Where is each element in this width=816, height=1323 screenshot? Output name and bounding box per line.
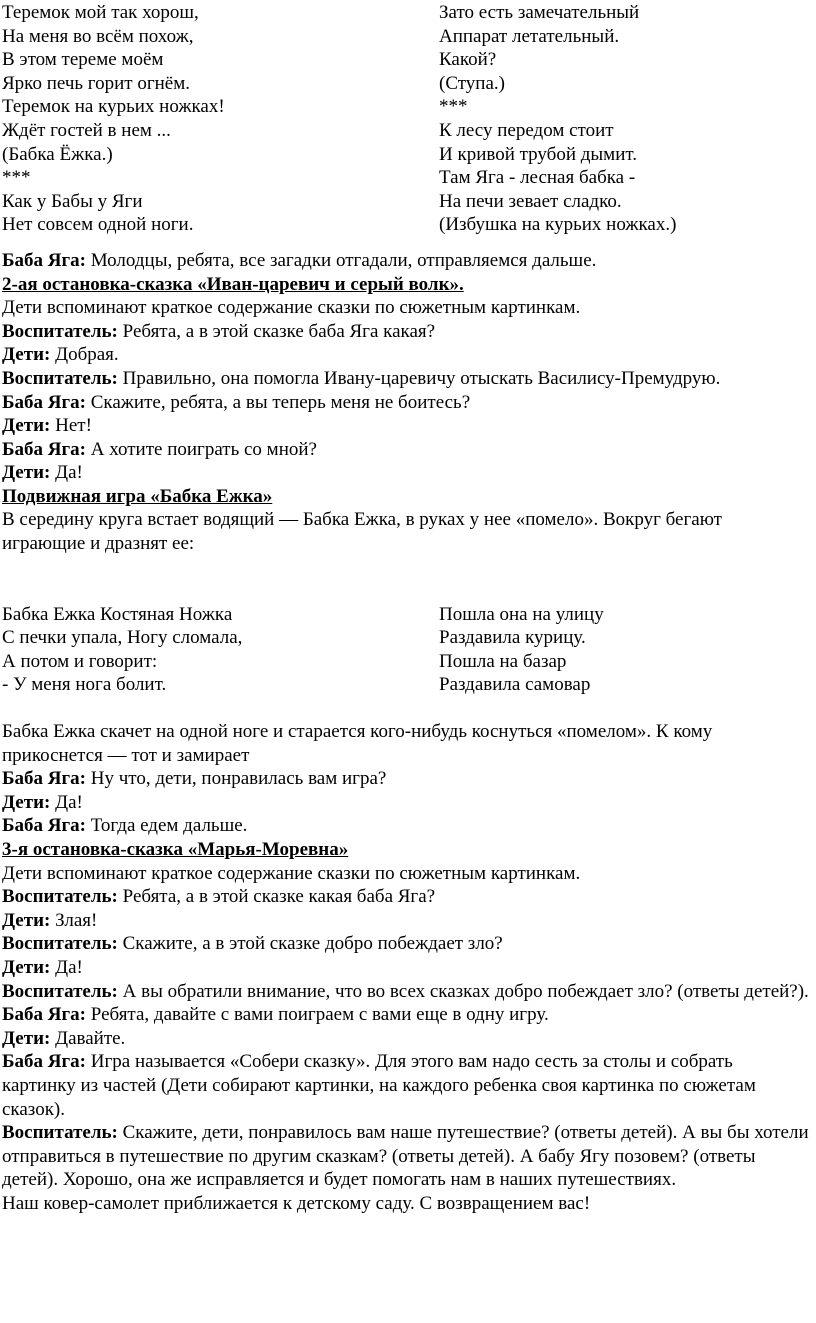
dialogue-text: Злая! [50,909,98,931]
dialogue-line [2,296,810,320]
dialogue-line [2,367,810,391]
section-heading: 2-ая остановка-сказка «Иван-царевич и серый волк». [2,273,464,295]
poem-line: Зато есть замечательный [439,2,640,23]
dialogue-text: Тогда едем дальше. [86,815,248,837]
dialogue-line [2,814,810,838]
dialogue-line [2,391,810,415]
dialogue-line [2,438,810,462]
dialogue-text: Да! [50,791,83,813]
dialogue-text: Скажите, дети, понравилось вам наше путешествие? (ответы детей). А вы бы хотели отправиться в путешествие по другим сказкам? (ответы детей). А бабу Ягу позовем? (ответы детей). Хорошо, она же исправляется и будет помогать нам в наших путешествиях. [2,1122,809,1191]
riddle-poem-right-column [439,1,802,237]
poem-line: Там Яга - лесная бабка - [439,167,636,189]
poem-line: На печи зевает сладко. [439,190,622,212]
dialogue-text: Бабка Ежка скачет на одной ноге и старается кого-нибудь коснуться «помелом». К кому прикоснется — тот и замирает [2,721,713,766]
poem-line: (Ступа.) [439,72,505,94]
poem-line: Пошла на базар [439,650,567,672]
dialogue-text: Ну что, дети, понравилась вам игра? [86,768,387,790]
section-heading: 3-я остановка-сказка «Марья-Моревна» [2,839,349,860]
game-chant-right-column [439,603,802,697]
speaker-label: Воспитатель: [2,933,118,955]
dialogue-line [2,320,810,344]
dialogue-line [2,909,810,933]
dialogue-text: В середину круга встает водящий — Бабка Ежка, в руках у нее «помело». Вокруг бегают играющие и дразнят ее: [2,509,722,555]
speaker-label: Дети: [2,956,51,978]
dialogue-line [2,249,810,273]
speaker-label: Дети: [2,415,51,437]
speaker-label: Баба Яга: [2,438,86,460]
dialogue-text: Правильно, она помогла Ивану-царевичу отыскать Василису-Премудрую. [117,367,721,389]
dialogue-line [2,1003,810,1027]
dialogue-text: Дети вспоминают краткое содержание сказки по сюжетным картинкам. [2,297,581,319]
poem-line: Аппарат летательный. [439,25,620,47]
dialogue-line [2,508,810,555]
poem-line: Раздавила самовар [439,674,591,696]
dialogue-line [2,791,810,815]
dialogue-section-1 [2,249,816,556]
dialogue-text: Ребята, давайте с вами поиграем с вами еще в одну игру. [86,1004,549,1026]
dialogue-text: Скажите, ребята, а вы теперь меня не боитесь? [86,391,471,413]
dialogue-line [2,980,810,1004]
speaker-label: Дети: [2,791,51,813]
speaker-label: Дети: [2,344,51,366]
dialogue-line [2,767,810,791]
dialogue-line [2,343,810,367]
poem-line: И кривой трубой дымит. [439,143,637,165]
dialogue-text: Ребята, а в этой сказке какая баба Яга? [117,886,436,908]
dialogue-text: Да! [50,956,83,978]
dialogue-line [2,461,810,485]
dialogue-text: Да! [50,462,83,484]
poem-line: Какой? [439,49,497,71]
poem-line: *** [2,167,31,189]
poem-line: Нет совсем одной ноги. [2,214,194,236]
dialogue-text: Давайте. [50,1027,126,1049]
speaker-label: Дети: [2,909,51,931]
speaker-label: Воспитатель: [2,980,118,1002]
poem-line: В этом тереме моём [2,49,164,71]
poem-line: Теремок мой так хорош, [2,2,199,23]
poem-line: Ждёт гостей в нем ... [2,119,171,141]
speaker-label: Дети: [2,1027,51,1049]
dialogue-line [2,1121,810,1192]
dialogue-line [2,862,810,886]
dialogue-text: Молодцы, ребята, все загадки отгадали, отправляемся дальше. [86,249,597,271]
speaker-label: Воспитатель: [2,1122,118,1144]
riddle-poem-left-column [2,1,439,237]
poem-line: (Избушка на курьих ножках.) [439,214,677,236]
speaker-label: Баба Яга: [2,1004,86,1026]
poem-line: А потом и говорит: [2,650,158,672]
dialogue-text: Наш ковер-самолет приближается к детскому саду. С возвращением вас! [2,1192,591,1214]
dialogue-line [2,1027,810,1051]
game-chant-block [2,603,802,697]
speaker-label: Баба Яга: [2,391,86,413]
dialogue-text: Скажите, а в этой сказке добро побеждает зло? [117,933,503,955]
poem-line: К лесу передом стоит [439,119,614,141]
dialogue-line [2,1192,810,1216]
dialogue-line [2,956,810,980]
dialogue-text: Ребята, а в этой сказке баба Яга какая? [117,320,436,342]
section-heading: Подвижная игра «Бабка Ежка» [2,485,273,507]
poem-line: На меня во всём похож, [2,25,194,47]
speaker-label: Баба Яга: [2,768,86,790]
dialogue-text: Игра называется «Собери сказку». Для этого вам надо сесть за столы и собрать картинку из частей (Дети собирают картинки, на каждого ребенка своя картинка по сюжетам сказок). [2,1051,756,1120]
poem-line: Бабка Ежка Костяная Ножка [2,603,233,625]
poem-line: Ярко печь горит огнём. [2,72,190,94]
poem-line: - У меня нога болит. [2,674,167,696]
dialogue-line [2,885,810,909]
speaker-label: Баба Яга: [2,815,86,837]
poem-line: (Бабка Ёжка.) [2,143,113,165]
poem-line: Как у Бабы у Яги [2,190,143,212]
speaker-label: Дети: [2,462,51,484]
dialogue-line [2,932,810,956]
speaker-label: Баба Яга: [2,249,86,271]
speaker-label: Воспитатель: [2,886,118,908]
poem-line: Теремок на курьих ножках! [2,96,225,118]
dialogue-text: Добрая. [50,344,119,366]
speaker-label: Воспитатель: [2,320,118,342]
riddle-poem-block [2,1,802,237]
dialogue-text: Дети вспоминают краткое содержание сказки по сюжетным картинкам. [2,862,581,884]
dialogue-line [2,414,810,438]
speaker-label: Воспитатель: [2,367,118,389]
game-chant-left-column [2,603,439,697]
dialogue-text: А вы обратили внимание, что во всех сказках добро побеждает зло? (ответы детей?). [117,980,809,1002]
poem-line: Пошла она на улицу [439,603,604,625]
dialogue-line [2,1050,810,1121]
dialogue-text: Нет! [50,415,92,437]
dialogue-section-2 [2,720,816,1215]
dialogue-line [2,720,810,767]
speaker-label: Баба Яга: [2,1051,86,1073]
dialogue-text: А хотите поиграть со мной? [86,438,317,460]
poem-line: С печки упала, Ногу сломала, [2,627,243,649]
poem-line: Раздавила курицу. [439,627,586,649]
poem-line: *** [439,96,468,118]
